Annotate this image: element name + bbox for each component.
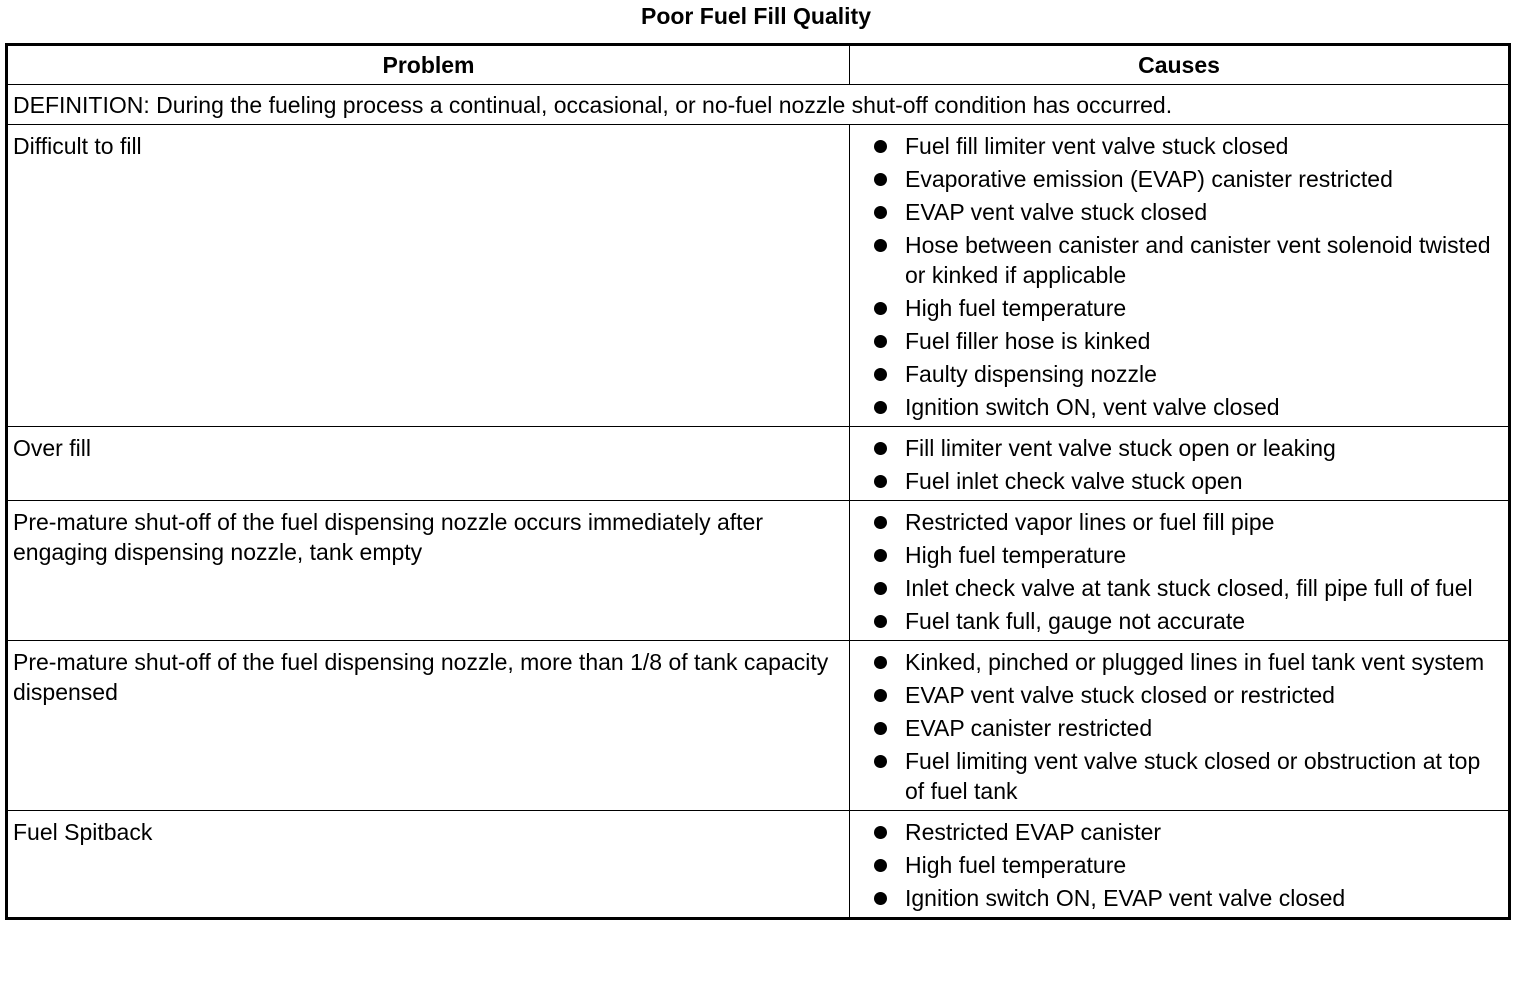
problem-cell: Pre-mature shut-off of the fuel dispensing nozzle occurs immediately after engaging dispensing nozzle, tank empty: [7, 501, 850, 641]
cause-text: Kinked, pinched or plugged lines in fuel tank vent system: [905, 649, 1485, 675]
cause-text: Inlet check valve at tank stuck closed, fill pipe full of fuel: [905, 575, 1473, 601]
table-row: [7, 125, 1510, 427]
cause-item: [850, 164, 1504, 194]
causes-column-header: Causes: [850, 45, 1510, 85]
cause-text: Restricted EVAP canister: [905, 819, 1162, 845]
cause-list: [850, 817, 1504, 913]
problem-cell: Fuel Spitback: [7, 811, 850, 919]
causes-cell: [850, 125, 1510, 427]
cause-item: [850, 850, 1504, 880]
problem-cell: Difficult to fill: [7, 125, 850, 427]
causes-cell: [850, 641, 1510, 811]
diagnosis-table: [5, 43, 1511, 920]
cause-text: EVAP canister restricted: [905, 715, 1153, 741]
bullet-icon: [874, 549, 887, 562]
problem-cell: Over fill: [7, 427, 850, 501]
cause-item: [850, 883, 1504, 913]
cause-list: [850, 507, 1504, 636]
cause-item: [850, 647, 1504, 677]
bullet-icon: [874, 582, 887, 595]
cause-text: High fuel temperature: [905, 852, 1127, 878]
cause-text: Hose between canister and canister vent solenoid twisted or kinked if applicable: [905, 232, 1491, 288]
causes-cell: [850, 811, 1510, 919]
cause-item: [850, 131, 1504, 161]
bullet-icon: [874, 892, 887, 905]
bullet-icon: [874, 689, 887, 702]
cause-item: [850, 433, 1504, 463]
cause-list: [850, 647, 1504, 806]
bullet-icon: [874, 475, 887, 488]
cause-text: Fuel filler hose is kinked: [905, 328, 1151, 354]
cause-list: [850, 131, 1504, 422]
definition-row: [7, 85, 1510, 125]
table-row: [7, 641, 1510, 811]
cause-item: [850, 817, 1504, 847]
cause-item: [850, 326, 1504, 356]
bullet-icon: [874, 302, 887, 315]
cause-text: EVAP vent valve stuck closed or restricted: [905, 682, 1335, 708]
cause-item: [850, 230, 1504, 290]
cause-item: [850, 540, 1504, 570]
bullet-icon: [874, 656, 887, 669]
cause-item: [850, 507, 1504, 537]
cause-item: [850, 606, 1504, 636]
header-row: [7, 45, 1510, 85]
cause-item: [850, 573, 1504, 603]
bullet-icon: [874, 859, 887, 872]
cause-text: Evaporative emission (EVAP) canister restricted: [905, 166, 1393, 192]
bullet-icon: [874, 140, 887, 153]
table-row: [7, 811, 1510, 919]
cause-item: [850, 293, 1504, 323]
bullet-icon: [874, 206, 887, 219]
cause-text: Restricted vapor lines or fuel fill pipe: [905, 509, 1275, 535]
bullet-icon: [874, 826, 887, 839]
cause-item: [850, 746, 1504, 806]
causes-cell: [850, 427, 1510, 501]
bullet-icon: [874, 722, 887, 735]
bullet-icon: [874, 442, 887, 455]
cause-text: Fuel inlet check valve stuck open: [905, 468, 1243, 494]
bullet-icon: [874, 615, 887, 628]
bullet-icon: [874, 368, 887, 381]
cause-text: High fuel temperature: [905, 295, 1127, 321]
problem-column-header: Problem: [7, 45, 850, 85]
cause-item: [850, 466, 1504, 496]
cause-text: EVAP vent valve stuck closed: [905, 199, 1208, 225]
bullet-icon: [874, 173, 887, 186]
bullet-icon: [874, 755, 887, 768]
cause-text: Fuel fill limiter vent valve stuck closed: [905, 133, 1289, 159]
cause-item: [850, 713, 1504, 743]
bullet-icon: [874, 401, 887, 414]
cause-list: [850, 433, 1504, 496]
page-title: Poor Fuel Fill Quality: [640, 3, 872, 29]
cause-item: [850, 392, 1504, 422]
cause-text: High fuel temperature: [905, 542, 1127, 568]
cause-item: [850, 359, 1504, 389]
bullet-icon: [874, 239, 887, 252]
problem-cell: Pre-mature shut-off of the fuel dispensing nozzle, more than 1/8 of tank capacity dispensed: [7, 641, 850, 811]
bullet-icon: [874, 335, 887, 348]
cause-text: Fill limiter vent valve stuck open or leaking: [905, 435, 1336, 461]
cause-text: Ignition switch ON, vent valve closed: [905, 394, 1280, 420]
cause-text: Fuel limiting vent valve stuck closed or obstruction at top of fuel tank: [905, 748, 1481, 804]
cause-item: [850, 197, 1504, 227]
cause-text: Fuel tank full, gauge not accurate: [905, 608, 1246, 634]
cause-text: Faulty dispensing nozzle: [905, 361, 1157, 387]
cause-item: [850, 680, 1504, 710]
causes-cell: [850, 501, 1510, 641]
table-row: [7, 427, 1510, 501]
definition-text: DEFINITION: During the fueling process a continual, occasional, or no-fuel nozzle shut-off condition has occurred.: [7, 85, 1510, 125]
cause-text: Ignition switch ON, EVAP vent valve closed: [905, 885, 1346, 911]
table-row: [7, 501, 1510, 641]
bullet-icon: [874, 516, 887, 529]
